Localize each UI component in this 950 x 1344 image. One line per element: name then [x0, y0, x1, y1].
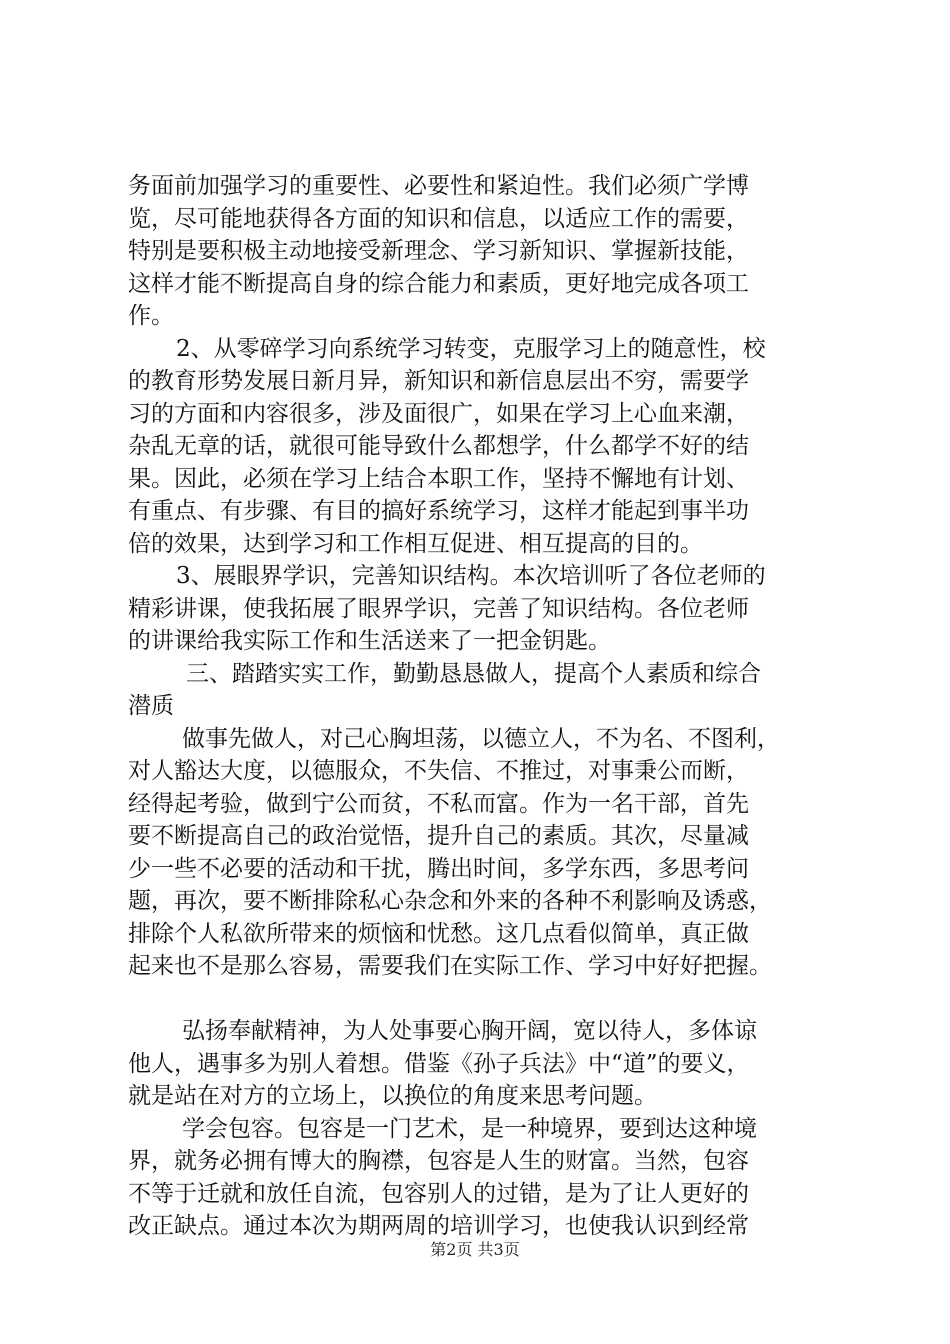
text-line: 览，尽可能地获得各方面的知识和信息，以适应工作的需要，: [128, 205, 749, 232]
text-line: 不等于迁就和放任自流，包容别人的过错，是为了让人更好的: [128, 1180, 749, 1207]
text-line: 这样才能不断提高自身的综合能力和素质，更好地完成各项工: [128, 270, 749, 297]
text-line: 改正缺点。通过本次为期两周的培训学习，也使我认识到经常: [128, 1213, 749, 1239]
text-line: 特别是要积极主动地接受新理念、学习新知识、掌握新技能，: [128, 238, 749, 264]
text-line: 倍的效果，达到学习和工作相互促进、相互提高的目的。: [128, 530, 703, 557]
paragraph-start: 弘扬奉献精神，为人处事要心胸开阔，宽以待人，多体谅: [182, 1018, 757, 1044]
text-line: 的教育形势发展日新月异，新知识和新信息层出不穷，需要学: [128, 368, 749, 394]
text-line: 习的方面和内容很多，涉及面很广，如果在学习上心血来潮，: [128, 400, 749, 427]
paragraph-start-item-2: 2、从零碎学习向系统学习转变，克服学习上的随意性，校: [176, 335, 766, 362]
text-line: 作。: [128, 303, 174, 329]
text-line: 排除个人私欲所带来的烦恼和忧愁。这几点看似简单，真正做: [128, 920, 749, 947]
text-line: 对人豁达大度，以德服众，不失信、不推过，对事秉公而断，: [128, 758, 749, 784]
text-line: 有重点、有步骤、有目的搞好系统学习，这样才能起到事半功: [128, 498, 749, 524]
text-line: 界，就务必拥有博大的胸襟，包容是人生的财富。当然，包容: [128, 1148, 749, 1174]
text-line: 精彩讲课，使我拓展了眼界学识，完善了知识结构。各位老师: [128, 595, 749, 622]
page-number-footer: 第2页 共3页: [430, 1240, 520, 1259]
text-line: 经得起考验，做到宁公而贫，不私而富。作为一名干部，首先: [128, 790, 749, 817]
paragraph-start: 学会包容。包容是一门艺术，是一种境界，要到达这种境: [182, 1115, 757, 1142]
paragraph-start-item-3: 3、展眼界学识，完善知识结构。本次培训听了各位老师的: [176, 563, 766, 589]
text-line: 务面前加强学习的重要性、必要性和紧迫性。我们必须广学博: [128, 173, 749, 199]
text-line: 就是站在对方的立场上，以换位的角度来思考问题。: [128, 1083, 657, 1109]
section-heading: 三、踏踏实实工作，勤勤恳恳做人，提高个人素质和综合: [186, 660, 761, 687]
text-line: 果。因此，必须在学习上结合本职工作，坚持不懈地有计划、: [128, 465, 749, 492]
document-body: [128, 170, 840, 1243]
section-heading-cont: 潜质: [128, 693, 174, 719]
text-line: 起来也不是那么容易，需要我们在实际工作、学习中好好把握。: [128, 953, 772, 979]
text-line: 的讲课给我实际工作和生活送来了一把金钥匙。: [128, 628, 611, 654]
paragraph-start: 做事先做人，对己心胸坦荡，以德立人，不为名、不图利，: [182, 725, 780, 752]
text-line: 他人，遇事多为别人着想。借鉴《孙子兵法》中“道”的要义，: [128, 1050, 750, 1077]
text-line: 要不断提高自己的政治觉悟，提升自己的素质。其次，尽量减: [128, 823, 749, 849]
text-line: 少一些不必要的活动和干扰，腾出时间，多学东西，多思考问: [128, 855, 749, 882]
blank-line: [128, 983, 840, 1016]
text-line: 题，再次，要不断排除私心杂念和外来的各种不利影响及诱惑，: [128, 888, 772, 914]
text-line: 杂乱无章的话，就很可能导致什么都想学，什么都学不好的结: [128, 433, 749, 459]
